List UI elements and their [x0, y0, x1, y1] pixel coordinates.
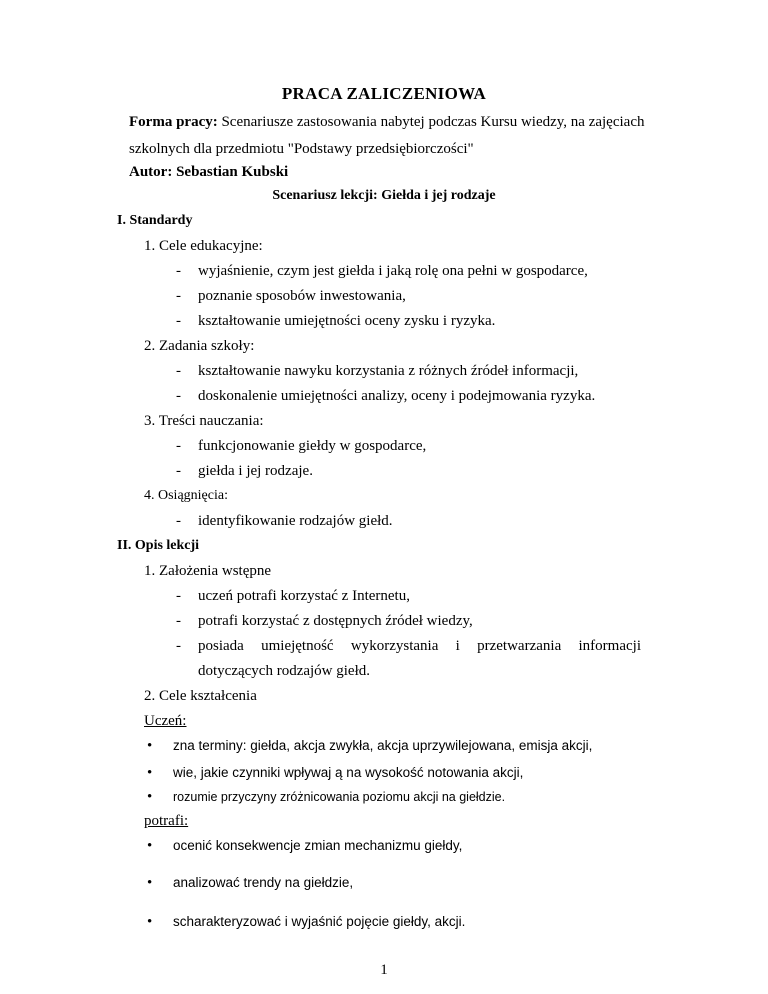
- list-item-continuation: dotyczących rodzajów giełd.: [198, 663, 371, 679]
- list-item: doskonalenie umiejętności analizy, oceny i podejmowania ryzyka.: [198, 388, 596, 404]
- bullet-marker: •: [147, 838, 153, 854]
- form-line-1: [129, 113, 712, 131]
- list-item: potrafi korzystać z dostępnych źródeł wiedzy,: [198, 613, 473, 629]
- list-item: poznanie sposobów inwestowania,: [198, 288, 406, 304]
- list-item: giełda i jej rodzaje.: [198, 463, 313, 479]
- potrafi-label: potrafi:: [144, 813, 189, 829]
- author: Autor: Sebastian Kubski: [129, 164, 289, 180]
- document-title: PRACA ZALICZENIOWA: [281, 84, 487, 103]
- list-item: funkcjonowanie giełdy w gospodarce,: [198, 438, 427, 454]
- list-item: wyjaśnienie, czym jest giełda i jaką rolę ona pełni w gospodarce,: [198, 263, 588, 279]
- section2-heading: II. Opis lekcji: [117, 538, 200, 553]
- dash-marker: -: [176, 313, 181, 329]
- form-text-1: Scenariusze zastosowania nabytej podczas Kursu wiedzy, na zajęciach: [217, 114, 645, 130]
- s1-group1-heading: 1. Cele edukacyjne:: [144, 238, 263, 254]
- dash-marker: -: [176, 588, 181, 604]
- list-item: rozumie przyczyny zróżnicowania poziomu akcji na giełdzie.: [173, 790, 506, 804]
- form-label: Forma pracy:: [129, 114, 218, 130]
- bullet-marker: •: [147, 789, 153, 805]
- dash-marker: -: [176, 638, 181, 654]
- s1-group2-heading: 2. Zadania szkoły:: [144, 338, 255, 354]
- dash-marker: -: [176, 363, 181, 379]
- dash-marker: -: [176, 263, 181, 279]
- list-item: posiada umiejętność wykorzystania i przetwarzania informacji: [198, 638, 641, 654]
- s1-group3-heading: 3. Treści nauczania:: [144, 413, 264, 429]
- dash-marker: -: [176, 288, 181, 304]
- bullet-marker: •: [147, 738, 153, 754]
- dash-marker: -: [176, 463, 181, 479]
- dash-marker: -: [176, 513, 181, 529]
- bullet-marker: •: [147, 765, 153, 781]
- s1-group4-heading: 4. Osiągnięcia:: [144, 488, 228, 503]
- list-item: kształtowanie nawyku korzystania z różnych źródeł informacji,: [198, 363, 579, 379]
- form-line-2: szkolnych dla przedmiotu "Podstawy przedsiębiorczości": [129, 141, 474, 157]
- s2-group1-heading: 1. Założenia wstępne: [144, 563, 272, 579]
- page-number: 1: [380, 962, 388, 978]
- list-item: ocenić konsekwencje zmian mechanizmu giełdy,: [173, 838, 463, 853]
- s2-group2-heading: 2. Cele kształcenia: [144, 688, 257, 704]
- uczen-label: Uczeń:: [144, 713, 187, 729]
- section1-heading: I. Standardy: [117, 213, 193, 228]
- dash-marker: -: [176, 438, 181, 454]
- scenario-title: Scenariusz lekcji: Giełda i jej rodzaje: [272, 188, 496, 203]
- list-item: analizować trendy na giełdzie,: [173, 875, 354, 890]
- bullet-marker: •: [147, 875, 153, 891]
- dash-marker: -: [176, 613, 181, 629]
- list-item: scharakteryzować i wyjaśnić pojęcie giełdy, akcji.: [173, 914, 466, 929]
- list-item: zna terminy: giełda, akcja zwykła, akcja uprzywilejowana, emisja akcji,: [173, 738, 593, 753]
- list-item: identyfikowanie rodzajów giełd.: [198, 513, 393, 529]
- list-item: wie, jakie czynniki wpływaj ą na wysokość notowania akcji,: [173, 765, 524, 780]
- dash-marker: -: [176, 388, 181, 404]
- list-item: kształtowanie umiejętności oceny zysku i ryzyka.: [198, 313, 496, 329]
- bullet-marker: •: [147, 914, 153, 930]
- list-item: uczeń potrafi korzystać z Internetu,: [198, 588, 410, 604]
